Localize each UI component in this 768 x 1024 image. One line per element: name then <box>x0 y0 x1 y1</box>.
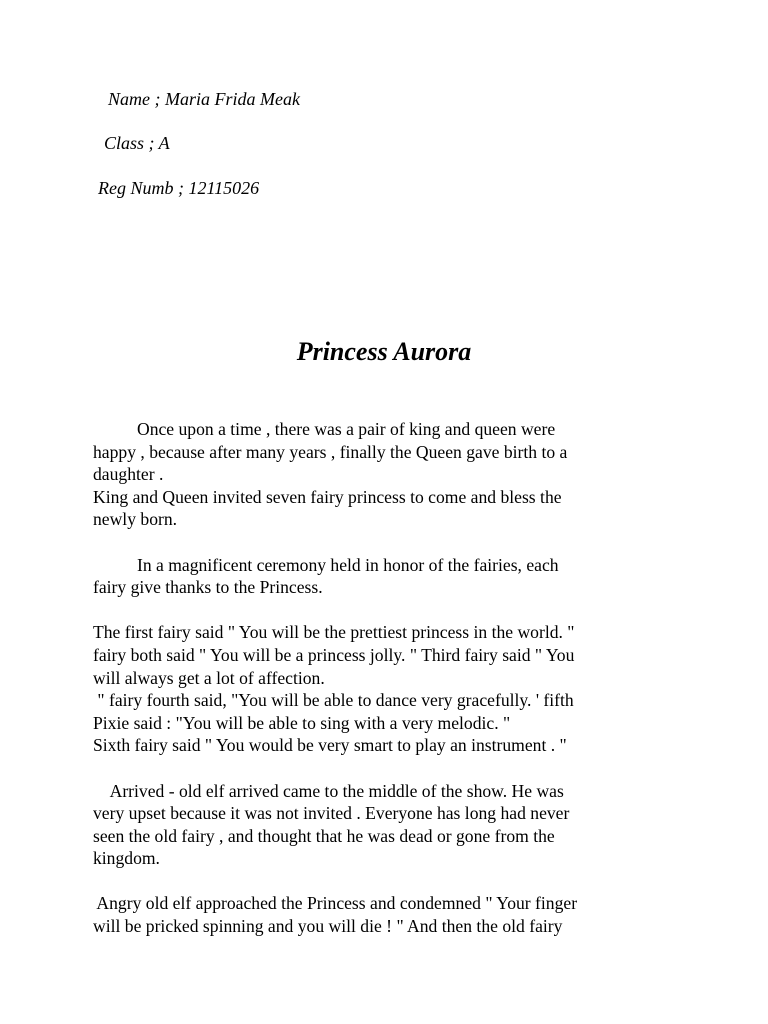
story-line: happy , because after many years , finally the Queen gave birth to a <box>93 441 568 462</box>
story-line: Angry old elf approached the Princess and condemned " Your finger <box>93 893 578 914</box>
story-line: seen the old fairy , and thought that he was dead or gone from the <box>93 825 555 846</box>
story-line: will always get a lot of affection. <box>93 667 325 688</box>
story-paragraph <box>93 621 683 757</box>
student-name-line: Name ; Maria Frida Meak <box>108 89 300 109</box>
story-paragraph <box>93 780 683 870</box>
story-line: Sixth fairy said " You would be very smart to play an instrument . " <box>93 735 567 756</box>
story-line: The first fairy said " You will be the prettiest princess in the world. " <box>93 622 575 643</box>
paragraph-gap <box>93 757 683 780</box>
story-line: will be pricked spinning and you will die ! " And then the old fairy <box>93 916 563 937</box>
story-title: Princess Aurora <box>296 337 472 366</box>
story-paragraph <box>93 418 683 531</box>
paragraph-gap <box>93 870 683 893</box>
story-paragraph <box>93 892 683 937</box>
story-line: very upset because it was not invited . Everyone has long had never <box>93 803 570 824</box>
story-line: daughter . <box>93 464 164 485</box>
story-body <box>93 418 683 938</box>
story-line: Pixie said : "You will be able to sing with a very melodic. " <box>93 712 511 733</box>
story-line: fairy give thanks to the Princess. <box>93 577 323 598</box>
student-class-line: Class ; A <box>104 133 170 153</box>
story-paragraph <box>93 554 683 599</box>
story-line: Arrived - old elf arrived came to the middle of the show. He was <box>93 780 564 801</box>
story-line: newly born. <box>93 509 178 530</box>
story-line: In a magnificent ceremony held in honor of the fairies, each <box>93 554 559 575</box>
story-line: King and Queen invited seven fairy princess to come and bless the <box>93 486 562 507</box>
registration-number-line: Reg Numb ; 12115026 <box>98 178 260 198</box>
paragraph-gap <box>93 599 683 622</box>
story-line: " fairy fourth said, "You will be able to dance very gracefully. ' fifth <box>93 690 574 711</box>
story-line: kingdom. <box>93 848 160 869</box>
paragraph-gap <box>93 531 683 554</box>
story-line: fairy both said " You will be a princess jolly. " Third fairy said " You <box>93 644 575 665</box>
story-line: Once upon a time , there was a pair of king and queen were <box>93 419 556 439</box>
